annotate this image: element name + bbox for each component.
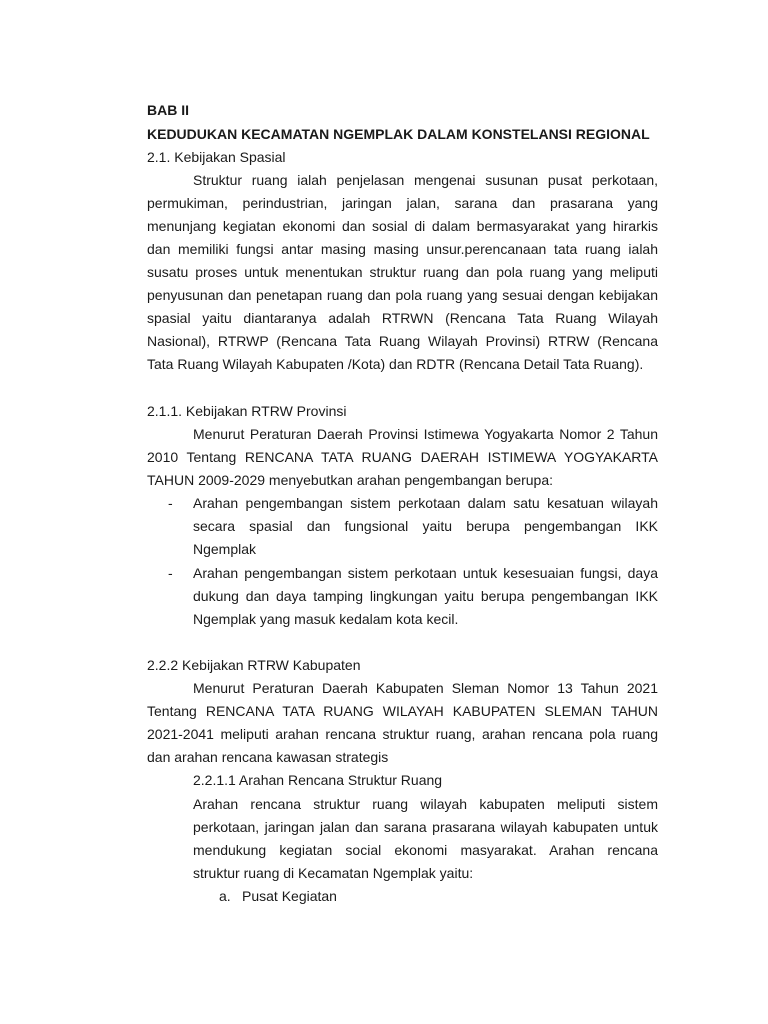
section-heading: 2.2.2 Kebijakan RTRW Kabupaten bbox=[147, 657, 361, 673]
paragraph-line: Struktur ruang ialah penjelasan mengenai susunan pusat perkotaan, bbox=[193, 172, 658, 188]
bullet-line: Arahan pengembangan sistem perkotaan untuk kesesuaian fungsi, daya bbox=[193, 565, 658, 581]
paragraph-line: 2021-2041 meliputi arahan rencana struktur ruang, arahan rencana pola ruang bbox=[147, 726, 658, 742]
chapter-number: BAB II bbox=[147, 102, 189, 118]
list-marker: a. bbox=[219, 888, 231, 904]
bullet-marker: - bbox=[168, 565, 173, 581]
paragraph-line: Menurut Peraturan Daerah Kabupaten Sleman Nomor 13 Tahun 2021 bbox=[193, 680, 658, 696]
paragraph-line: 2010 Tentang RENCANA TATA RUANG DAERAH ISTIMEWA YOGYAKARTA bbox=[147, 449, 658, 465]
paragraph-line: TAHUN 2009-2029 menyebutkan arahan pengembangan berupa: bbox=[147, 472, 554, 488]
bullet-marker: - bbox=[168, 495, 173, 511]
chapter-title: KEDUDUKAN KECAMATAN NGEMPLAK DALAM KONSTELANSI REGIONAL bbox=[147, 126, 650, 142]
section-heading: 2.1.1. Kebijakan RTRW Provinsi bbox=[147, 403, 347, 419]
paragraph-line: Nasional), RTRWP (Rencana Tata Ruang Wilayah Provinsi) RTRW (Rencana bbox=[147, 333, 658, 349]
paragraph-line: penyusunan dan penetapan ruang dan pola ruang yang sesuai dengan kebijakan bbox=[147, 287, 658, 303]
bullet-line: Arahan pengembangan sistem perkotaan dalam satu kesatuan wilayah bbox=[193, 495, 658, 511]
paragraph-line: dan arahan rencana kawasan strategis bbox=[147, 749, 389, 765]
bullet-line: secara spasial dan fungsional yaitu berupa pengembangan IKK bbox=[193, 518, 658, 534]
paragraph-line: struktur ruang di Kecamatan Ngemplak yaitu: bbox=[193, 865, 474, 881]
paragraph-line: Arahan rencana struktur ruang wilayah kabupaten meliputi sistem bbox=[193, 796, 658, 812]
paragraph-line: permukiman, perindustrian, jaringan jalan, sarana dan prasarana yang bbox=[147, 195, 658, 211]
paragraph-line: spasial yaitu diantaranya adalah RTRWN (Rencana Tata Ruang Wilayah bbox=[147, 310, 658, 326]
paragraph-line: mendukung kegiatan social ekonomi masyarakat. Arahan rencana bbox=[193, 842, 658, 858]
bullet-line: dukung dan daya tamping lingkungan yaitu berupa pengembangan IKK bbox=[193, 588, 658, 604]
paragraph-line: perkotaan, jaringan jalan dan sarana prasarana wilayah kabupaten untuk bbox=[193, 819, 658, 835]
paragraph-line: menunjang kegiatan ekonomi dan sosial di dalam bermasyarakat yang hirarkis bbox=[147, 218, 658, 234]
list-item: Pusat Kegiatan bbox=[242, 888, 337, 904]
paragraph-line: Tentang RENCANA TATA RUANG WILAYAH KABUPATEN SLEMAN TAHUN bbox=[147, 703, 658, 719]
paragraph-line: Menurut Peraturan Daerah Provinsi Istimewa Yogyakarta Nomor 2 Tahun bbox=[193, 426, 658, 442]
subsection-heading: 2.2.1.1 Arahan Rencana Struktur Ruang bbox=[193, 772, 443, 788]
paragraph-line: dan memiliki fungsi antar masing masing unsur.perencanaan tata ruang ialah bbox=[147, 241, 658, 257]
paragraph-line: Tata Ruang Wilayah Kabupaten /Kota) dan RDTR (Rencana Detail Tata Ruang). bbox=[147, 356, 644, 372]
section-heading: 2.1. Kebijakan Spasial bbox=[147, 149, 286, 165]
paragraph-line: susatu proses untuk menentukan struktur ruang dan pola ruang yang meliputi bbox=[147, 264, 658, 280]
bullet-line: Ngemplak yang masuk kedalam kota kecil. bbox=[193, 611, 459, 627]
bullet-line: Ngemplak bbox=[193, 541, 257, 557]
